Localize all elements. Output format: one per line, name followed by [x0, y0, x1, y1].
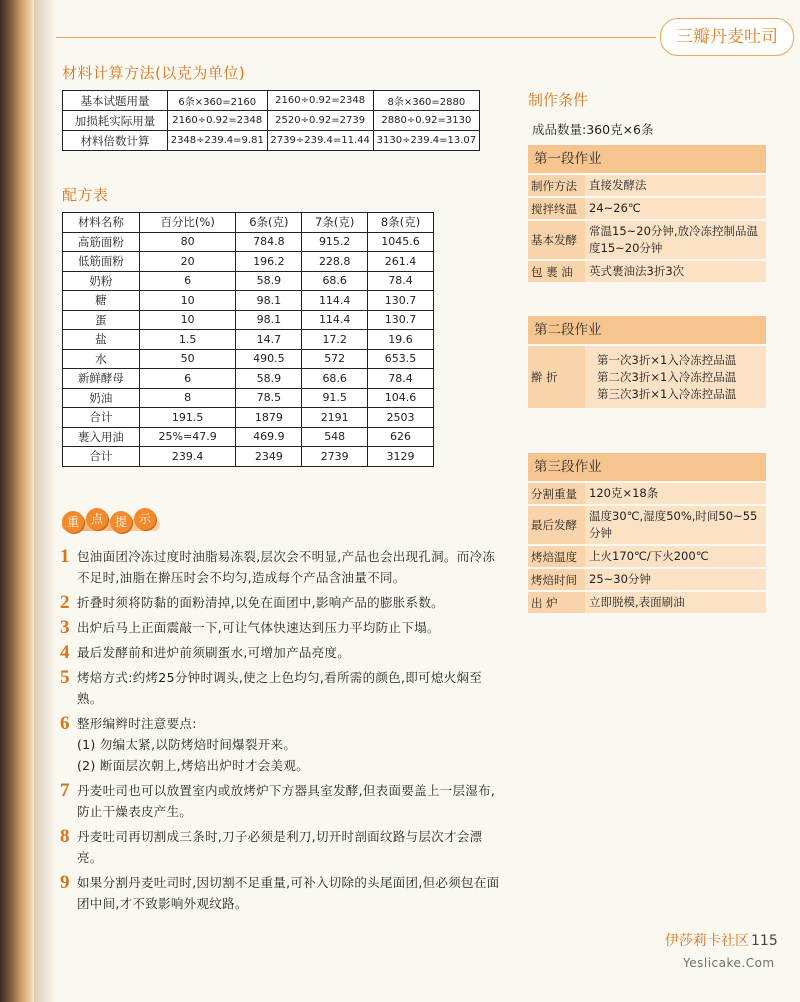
recipe-ingredient: 合计 [63, 408, 140, 428]
tip-item [60, 642, 500, 663]
recipe-value: 784.8 [236, 232, 302, 252]
roll-fold-step: 第三次3折×1入冷冻控品温 [597, 386, 737, 401]
yield-text: 成品数量:360克×6条 [532, 122, 654, 137]
recipe-row [63, 369, 434, 389]
tip-number: 6 [60, 713, 70, 734]
roll-fold-step: 第二次3折×1入冷冻控品温 [597, 369, 737, 384]
recipe-value: 114.4 [302, 310, 368, 330]
calc-cell: 2160÷0.92=2348 [267, 91, 373, 111]
recipe-ingredient: 合计 [63, 447, 140, 467]
tip-body [77, 617, 500, 638]
recipe-value: 68.6 [302, 369, 368, 389]
tip-number: 4 [60, 642, 70, 663]
recipe-value: 196.2 [236, 252, 302, 272]
condition-key: 包 裹 油 [528, 261, 585, 282]
recipe-row [63, 408, 434, 428]
tip-text: 包油面团冷冻过度时油脂易冻裂,层次会不明显,产品也会出现孔洞。而冷冻不足时,油脂在擀压时会不均匀,造成每个产品含油量不同。 [77, 549, 496, 585]
tip-body [77, 667, 500, 709]
condition-key: 分割重量 [528, 483, 585, 504]
stage-one-panel [528, 145, 766, 282]
roll-fold-step: 第一次3折×1入冷冻控品温 [597, 352, 737, 367]
condition-value: 英式裹油法3折3次 [589, 264, 685, 278]
condition-value: 温度30℃,湿度50%,时间50~55分钟 [589, 509, 758, 540]
recipe-value: 58.9 [236, 271, 302, 291]
condition-row [528, 590, 766, 613]
recipe-row [63, 232, 434, 252]
condition-value: 120克×18条 [589, 486, 659, 500]
recipe-value: 104.6 [368, 388, 434, 408]
tip-item [60, 780, 500, 822]
tip-body [77, 872, 500, 914]
page-number: 115 [751, 933, 778, 949]
condition-value: 25~30分钟 [589, 572, 651, 586]
tip-item [60, 617, 500, 638]
tip-item [60, 546, 500, 588]
recipe-row [63, 271, 434, 291]
recipe-ingredient: 低筋面粉 [63, 252, 140, 272]
recipe-ingredient: 盐 [63, 330, 140, 350]
recipe-value: 1879 [236, 408, 302, 428]
recipe-value: 228.8 [302, 252, 368, 272]
recipe-ingredient: 新鲜酵母 [63, 369, 140, 389]
condition-value: 24~26℃ [589, 201, 641, 215]
recipe-value: 130.7 [368, 291, 434, 311]
recipe-value: 78.4 [368, 369, 434, 389]
condition-row [528, 173, 766, 196]
tip-body [77, 713, 500, 776]
recipe-value: 8 [139, 388, 236, 408]
condition-value: 上火170℃/下火200℃ [589, 549, 709, 563]
recipe-value: 98.1 [236, 310, 302, 330]
stage-two-key: 擀 折 [528, 346, 585, 408]
condition-key: 制作方法 [528, 175, 585, 196]
recipe-value: 68.6 [302, 271, 368, 291]
stage-three-panel [528, 453, 766, 613]
calc-row [63, 111, 480, 131]
recipe-ingredient: 糖 [63, 291, 140, 311]
conditions-title: 制作条件 [528, 91, 589, 109]
tip-number: 2 [60, 592, 70, 613]
condition-row [528, 504, 766, 544]
tip-subpoint: (2) 断面层次朝上,烤焙出炉时才会美观。 [77, 758, 309, 773]
calc-cell: 2160÷0.92=2348 [168, 111, 268, 131]
recipe-header-cell: 百分比(%) [139, 213, 236, 233]
condition-row [528, 481, 766, 504]
recipe-value: 19.6 [368, 330, 434, 350]
tip-number: 9 [60, 872, 70, 893]
recipe-value: 2503 [368, 408, 434, 428]
recipe-value: 20 [139, 252, 236, 272]
recipe-value: 653.5 [368, 349, 434, 369]
condition-key: 烤焙温度 [528, 546, 585, 567]
recipe-value: 114.4 [302, 291, 368, 311]
recipe-value: 469.9 [236, 427, 302, 447]
recipe-ingredient: 奶油 [63, 388, 140, 408]
recipe-value: 2739 [302, 447, 368, 467]
tip-text: 最后发酵前和进炉前须刷蛋水,可增加产品亮度。 [77, 645, 351, 660]
recipe-value: 17.2 [302, 330, 368, 350]
recipe-header-cell: 8条(克) [368, 213, 434, 233]
calc-row-label: 材料倍数计算 [63, 131, 168, 151]
site-watermark: Yeslicake.Com [683, 956, 775, 970]
recipe-ingredient: 高筋面粉 [63, 232, 140, 252]
condition-key: 搅拌终温 [528, 198, 585, 219]
stage-one-title: 第一段作业 [528, 145, 766, 173]
recipe-row [63, 388, 434, 408]
calc-cell: 3130÷239.4=13.07 [373, 131, 479, 151]
tip-text: 烤焙方式:约烤25分钟时调头,使之上色均匀,看所需的颜色,即可熄火焖至熟。 [77, 670, 483, 706]
recipe-header-cell: 6条(克) [236, 213, 302, 233]
recipe-value: 3129 [368, 447, 434, 467]
condition-key: 最后发酵 [528, 506, 585, 544]
calc-table [62, 90, 480, 151]
recipe-value: 50 [139, 349, 236, 369]
recipe-ingredient: 蛋 [63, 310, 140, 330]
recipe-value: 14.7 [236, 330, 302, 350]
recipe-value: 490.5 [236, 349, 302, 369]
calc-cell: 2348÷239.4=9.81 [168, 131, 268, 151]
recipe-table [62, 212, 434, 467]
recipe-value: 25%=47.9 [139, 427, 236, 447]
recipe-value: 10 [139, 310, 236, 330]
calc-row-label: 基本试题用量 [63, 91, 168, 111]
tip-number: 7 [60, 780, 70, 801]
recipe-value: 78.4 [368, 271, 434, 291]
recipe-row [63, 447, 434, 467]
recipe-row [63, 349, 434, 369]
recipe-value: 572 [302, 349, 368, 369]
calc-cell: 6条×360=2160 [168, 91, 268, 111]
recipe-header-cell: 7条(克) [302, 213, 368, 233]
condition-value: 常温15~20分钟,放冷冻控制品温度15~20分钟 [589, 224, 759, 255]
stage-two-title: 第二段作业 [528, 316, 766, 344]
recipe-ingredient: 水 [63, 349, 140, 369]
recipe-ingredient: 裹入用油 [63, 427, 140, 447]
condition-row [528, 544, 766, 567]
badge-char: 重 [62, 511, 84, 533]
recipe-row [63, 291, 434, 311]
calc-row-label: 加损耗实际用量 [63, 111, 168, 131]
page-title: 三瓣丹麦吐司 [660, 18, 794, 56]
recipe-value: 261.4 [368, 252, 434, 272]
recipe-value: 10 [139, 291, 236, 311]
calc-section-title: 材料计算方法(以克为单位) [62, 64, 246, 82]
badge-char: 点 [86, 508, 108, 530]
stage-two-panel [528, 316, 766, 408]
tip-text: 折叠时须将防黏的面粉清掉,以免在面团中,影响产品的膨胀系数。 [77, 595, 444, 610]
calc-cell: 2739÷239.4=11.44 [267, 131, 373, 151]
tip-body [77, 592, 500, 613]
recipe-header-cell: 材料名称 [63, 213, 140, 233]
key-points-badge [62, 508, 158, 534]
recipe-value: 91.5 [302, 388, 368, 408]
calc-cell: 8条×360=2880 [373, 91, 479, 111]
tip-number: 8 [60, 826, 70, 847]
recipe-value: 78.5 [236, 388, 302, 408]
condition-key: 烤焙时间 [528, 569, 585, 590]
recipe-value: 626 [368, 427, 434, 447]
condition-row [528, 567, 766, 590]
calc-row [63, 91, 480, 111]
tip-number: 5 [60, 667, 70, 688]
calc-row [63, 131, 480, 151]
footer-page [665, 930, 778, 950]
tip-body [77, 546, 500, 588]
recipe-row [63, 330, 434, 350]
recipe-value: 2349 [236, 447, 302, 467]
tip-item [60, 592, 500, 613]
recipe-value: 915.2 [302, 232, 368, 252]
recipe-value: 191.5 [139, 408, 236, 428]
recipe-value: 58.9 [236, 369, 302, 389]
tip-item [60, 667, 500, 709]
tip-text: 如果分割丹麦吐司时,因切割不足重量,可补入切除的头尾面团,但必须包在面团中间,才不致影响外观纹路。 [77, 875, 500, 911]
spine-shadow [34, 0, 56, 1002]
recipe-value: 239.4 [139, 447, 236, 467]
tip-body [77, 642, 500, 663]
tips-list [60, 546, 500, 918]
condition-key: 基本发酵 [528, 221, 585, 259]
tip-text: 整形编辫时注意要点: [77, 716, 197, 731]
condition-value: 立即脱模,表面刷油 [589, 595, 685, 609]
tip-item [60, 826, 500, 868]
stage-three-title: 第三段作业 [528, 453, 766, 481]
recipe-value: 130.7 [368, 310, 434, 330]
recipe-row [63, 427, 434, 447]
recipe-section-title: 配方表 [62, 186, 109, 204]
calc-cell: 2880÷0.92=3130 [373, 111, 479, 131]
tip-number: 3 [60, 617, 70, 638]
tip-body [77, 780, 500, 822]
recipe-ingredient: 奶粉 [63, 271, 140, 291]
recipe-value: 6 [139, 369, 236, 389]
community-label: 伊莎莉卡社区 [665, 933, 749, 949]
condition-key: 出 炉 [528, 592, 585, 613]
tip-text: 丹麦吐司也可以放置室内或放烤炉下方器具室发酵,但表面要盖上一层湿布,防止干燥表皮产生。 [77, 783, 496, 819]
recipe-row [63, 252, 434, 272]
calc-cell: 2520÷0.92=2739 [267, 111, 373, 131]
header-rule [56, 37, 656, 38]
recipe-value: 6 [139, 271, 236, 291]
condition-value: 直接发酵法 [589, 178, 647, 192]
recipe-value: 80 [139, 232, 236, 252]
tip-body [77, 826, 500, 868]
tip-text: 出炉后马上正面震敲一下,可让气体快速达到压力平均防止下塌。 [77, 620, 440, 635]
condition-row [528, 196, 766, 219]
recipe-value: 1.5 [139, 330, 236, 350]
book-spine [0, 0, 34, 1002]
recipe-value: 98.1 [236, 291, 302, 311]
tip-number: 1 [60, 546, 70, 567]
recipe-value: 2191 [302, 408, 368, 428]
recipe-row [63, 310, 434, 330]
tip-item [60, 872, 500, 914]
badge-char: 提 [110, 511, 132, 533]
condition-row [528, 219, 766, 259]
recipe-value: 548 [302, 427, 368, 447]
condition-row [528, 259, 766, 282]
recipe-value: 1045.6 [368, 232, 434, 252]
tip-item [60, 713, 500, 776]
tip-text: 丹麦吐司再切割成三条时,刀子必须是利刀,切开时剖面纹路与层次才会漂亮。 [77, 829, 483, 865]
tip-subpoint: (1) 勿编太紧,以防烤焙时间爆裂开来。 [77, 737, 297, 752]
badge-char: 示 [134, 508, 156, 530]
